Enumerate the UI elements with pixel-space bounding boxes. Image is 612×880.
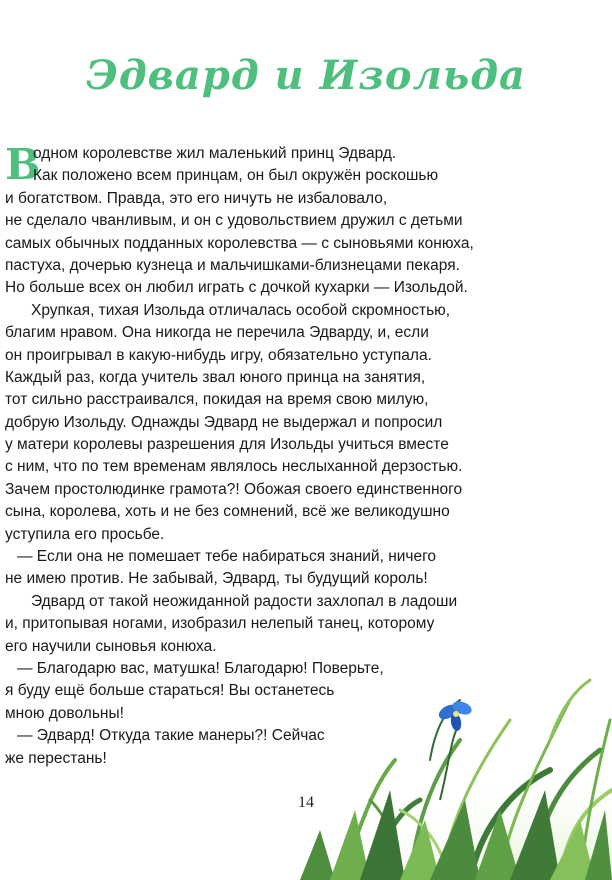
text-line: одном королевстве жил маленький принц Эдвард.	[33, 145, 397, 162]
dialogue-line: — Эдвард! Откуда такие манеры?! Сейчас	[17, 727, 325, 745]
text-line: тот сильно расстраивался, покидая на время свою милую,	[5, 391, 429, 409]
text-line: уступила его просьбе.	[5, 525, 165, 543]
text-line: и богатством. Правда, это его ничуть не избаловало,	[5, 189, 388, 207]
text-line: самых обычных подданных королевства — с сыновьями конюха,	[5, 234, 474, 252]
text-line: и, притопывая ногами, изобразил нелепый танец, которому	[5, 615, 435, 633]
text-line: добрую Изольду. Однажды Эдвард не выдержал и попросил	[5, 413, 443, 431]
text-line: Эдвард от такой неожиданной радости захлопал в ладоши	[31, 592, 458, 610]
page-title: Эдвард и Изольда	[86, 52, 526, 99]
text-line: Но больше всех он любил играть с дочкой кухарки — Изольдой.	[5, 279, 468, 297]
dialogue-line: — Если она не помешает тебе набираться знаний, ничего	[17, 548, 437, 566]
text-line: мною довольны!	[5, 704, 124, 722]
text-line: не сделало чванливым, и он с удовольствием дружил с детьми	[5, 212, 463, 230]
text-line: благим нравом. Она никогда не перечила Эдварду, и, если	[5, 324, 429, 342]
text-line: я буду ещё больше стараться! Вы останетесь	[5, 682, 335, 700]
text-line: сына, королева, хоть и не без сомнений, всё же великодушно	[5, 503, 450, 521]
dialogue-line: — Благодарю вас, матушка! Благодарю! Поверьте,	[17, 659, 384, 677]
text-line: пастуха, дочерью кузнеца и мальчишками-близнецами пекаря.	[5, 256, 460, 274]
text-line: Как положено всем принцам, он был окружён роскошью	[33, 167, 439, 185]
drop-cap: В	[5, 140, 41, 189]
text-line: он проигрывал в какую-нибудь игру, обязательно уступала.	[5, 346, 432, 364]
text-line: у матери королевы разрешения для Изольды учиться вместе	[5, 436, 449, 454]
text-line: не имею против. Не забывай, Эдвард, ты будущий король!	[5, 570, 428, 588]
text-line: Каждый раз, когда учитель звал юного принца на занятия,	[5, 368, 426, 386]
page-number: 14	[298, 794, 314, 811]
text-line: с ним, что по тем временам являлось неслыханной дерзостью.	[5, 458, 463, 476]
text-line: Хрупкая, тихая Изольда отличалась особой скромностью,	[31, 301, 451, 319]
text-line: же перестань!	[5, 749, 107, 767]
text-line: его научили сыновья конюха.	[5, 637, 217, 655]
text-line: Зачем простолюдинке грамота?! Обожая своего единственного	[5, 480, 463, 498]
grass-illustration	[300, 660, 612, 880]
